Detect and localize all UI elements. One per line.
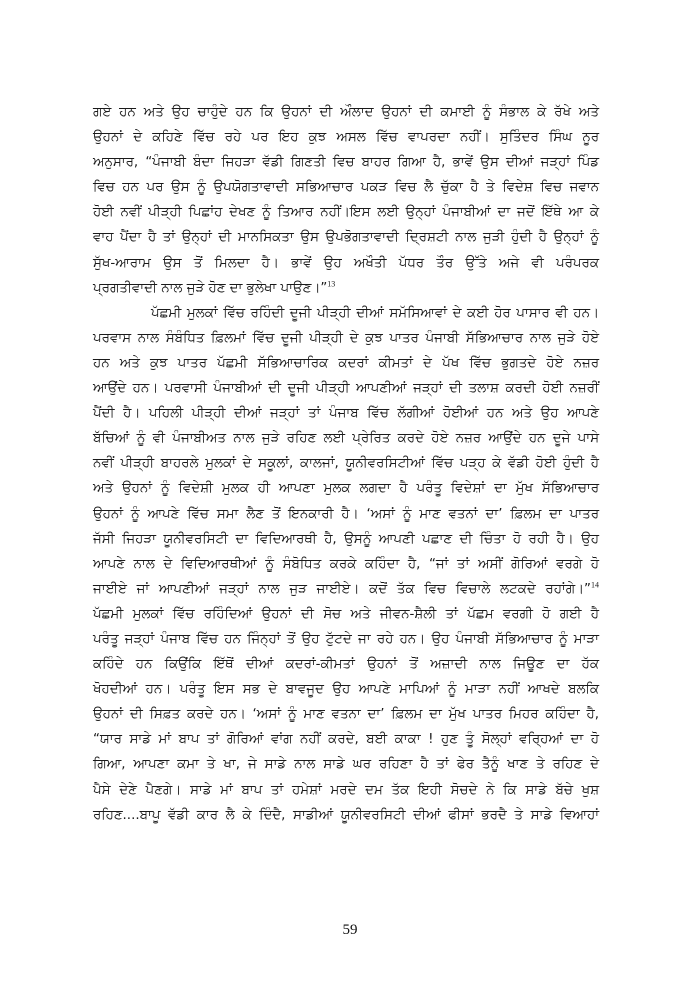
text-line: ਕਹਿੰਦੇ ਹਨ ਕਿਉਂਕਿ ਇੱਥੋਂ ਦੀਆਂ ਕਦਰਾਂ-ਕੀਮਤਾਂ ਉਹਨਾਂ ਤੋਂ ਅਜ਼ਾਦੀ ਨਾਲ ਜਿਊਣ ਦਾ ਹੱਕ	[93, 657, 599, 673]
text-line: ਗਿਆ, ਆਪਣਾ ਕਮਾ ਤੇ ਖਾ, ਜੇ ਸਾਡੇ ਨਾਲ ਸਾਡੇ ਘਰ ਰਹਿਣਾ ਹੈ ਤਾਂ ਫੇਰ ਤੈਨੂੰ ਖਾਣ ਤੇ ਰਹਿਣ ਦੇ	[93, 757, 599, 773]
text-line-with-footnote	[93, 577, 599, 602]
text-line: ਆਪਣੇ ਨਾਲ ਦੇ ਵਿਦਿਆਰਥੀਆਂ ਨੂੰ ਸੰਬੋਧਿਤ ਕਰਕੇ ਕਹਿੰਦਾ ਹੈ, “ਜਾਂ ਤਾਂ ਅਸੀਂ ਗੋਰਿਆਂ ਵਰਗੇ ਹੋ	[93, 556, 599, 572]
text-line: ਉਹਨਾਂ ਦੀ ਸਿਫ਼ਤ ਕਰਦੇ ਹਨ। ‘ਅਸਾਂ ਨੂੰ ਮਾਣ ਵਤਨਾ ਦਾ’ ਫ਼ਿਲਮ ਦਾ ਮੁੱਖ ਪਾਤਰ ਮਿਹਰ ਕਹਿੰਦਾ ਹੈ,	[93, 707, 599, 723]
text-line: ਅਨੁਸਾਰ, “ਪੰਜਾਬੀ ਬੰਦਾ ਜਿਹੜਾ ਵੱਡੀ ਗਿਣਤੀ ਵਿਚ ਬਾਹਰ ਗਿਆ ਹੈ, ਭਾਵੇਂ ਉਸ ਦੀਆਂ ਜੜ੍ਹਾਂ ਪਿੰਡ	[93, 155, 599, 171]
footnote-ref: 14	[591, 580, 599, 590]
text-line: ਪਰਵਾਸ ਨਾਲ ਸੰਬੰਧਿਤ ਫ਼ਿਲਮਾਂ ਵਿੱਚ ਦੂਜੀ ਪੀੜ੍ਹੀ ਦੇ ਕੁਝ ਪਾਤਰ ਪੰਜਾਬੀ ਸੱਭਿਆਚਾਰ ਨਾਲ ਜੁੜੇ ਹੋਏ	[93, 330, 599, 346]
text-line: ਨਵੀਂ ਪੀੜ੍ਹੀ ਬਾਹਰਲੇ ਮੁਲਕਾਂ ਦੇ ਸਕੂਲਾਂ, ਕਾਲਜਾਂ, ਯੂਨੀਵਰਸਿਟੀਆਂ ਵਿੱਚ ਪੜ੍ਹ ਕੇ ਵੱਡੀ ਹੋਈ ਹੁੰਦੀ ਹੈ	[93, 456, 599, 472]
text-line: ਹੋਈ ਨਵੀਂ ਪੀੜ੍ਹੀ ਪਿਛਾਂਹ ਦੇਖਣ ਨੂੰ ਤਿਆਰ ਨਹੀਂ।ਇਸ ਲਈ ਉਨ੍ਹਾਂ ਪੰਜਾਬੀਆਂ ਦਾ ਜਦੋਂ ਇੱਥੇ ਆ ਕੇ	[93, 205, 599, 221]
text-line: ਰਹਿਣ....ਬਾਪੂ ਵੱਡੀ ਕਾਰ ਲੈ ਕੇ ਦਿੰਦੈ, ਸਾਡੀਆਂ ਯੂਨੀਵਰਸਿਟੀ ਦੀਆਂ ਫੀਸਾਂ ਭਰਦੈ ਤੇ ਸਾਡੇ ਵਿਆਹਾਂ	[93, 807, 599, 823]
text-line: ਪਰੰਤੂ ਜੜ੍ਹਾਂ ਪੰਜਾਬ ਵਿੱਚ ਹਨ ਜਿੰਨ੍ਹਾਂ ਤੋਂ ਉਹ ਟੁੱਟਦੇ ਜਾ ਰਹੇ ਹਨ। ਉਹ ਪੰਜਾਬੀ ਸੱਭਿਆਚਾਰ ਨੂੰ ਮਾੜਾ	[93, 631, 599, 647]
text-line-content: ਪ੍ਰਗਤੀਵਾਦੀ ਨਾਲ ਜੁੜੇ ਹੋਣ ਦਾ ਭੁਲੇਖਾ ਪਾਉਣ।”	[93, 280, 328, 296]
footnote-ref: 13	[327, 279, 336, 289]
text-line-with-footnote	[93, 276, 599, 301]
text-line: ਵਿਚ ਹਨ ਪਰ ਉਸ ਨੂੰ ਉਪਯੋਗਤਾਵਾਦੀ ਸਭਿਆਚਾਰ ਪਕੜ ਵਿਚ ਲੈ ਚੁੱਕਾ ਹੈ ਤੇ ਵਿਦੇਸ਼ ਵਿਚ ਜਵਾਨ	[93, 180, 599, 196]
text-line: ਆਉਂਦੇ ਹਨ। ਪਰਵਾਸੀ ਪੰਜਾਬੀਆਂ ਦੀ ਦੂਜੀ ਪੀੜ੍ਹੀ ਆਪਣੀਆਂ ਜੜ੍ਹਾਂ ਦੀ ਤਲਾਸ਼ ਕਰਦੀ ਹੋਈ ਨਜ਼ਰੀਂ	[93, 381, 599, 397]
text-line: ਸੁੱਖ-ਆਰਾਮ ਉਸ ਤੋਂ ਮਿਲਦਾ ਹੈ। ਭਾਵੇਂ ਉਹ ਅਖੌਤੀ ਪੱਧਰ ਤੌਰ ਉੱਤੇ ਅਜੇ ਵੀ ਪਰੰਪਰਕ	[93, 255, 599, 271]
text-line: ਪੈਸੇ ਦੇਣੇ ਪੈਣਗੇ। ਸਾਡੇ ਮਾਂ ਬਾਪ ਤਾਂ ਹਮੇਸ਼ਾਂ ਮਰਦੇ ਦਮ ਤੱਕ ਇਹੀ ਸੋਚਦੇ ਨੇ ਕਿ ਸਾਡੇ ਬੱਚੇ ਖੁਸ਼	[93, 782, 599, 798]
text-line: ਬੱਚਿਆਂ ਨੂੰ ਵੀ ਪੰਜਾਬੀਅਤ ਨਾਲ ਜੁੜੇ ਰਹਿਣ ਲਈ ਪ੍ਰੇਰਿਤ ਕਰਦੇ ਹੋਏ ਨਜ਼ਰ ਆਉਂਦੇ ਹਨ ਦੂਜੇ ਪਾਸੇ	[93, 431, 599, 447]
text-line-content: ਜਾਈਏ ਜਾਂ ਆਪਣੀਆਂ ਜੜ੍ਹਾਂ ਨਾਲ ਜੁੜ ਜਾਈਏ। ਕਦੋਂ ਤੱਕ ਵਿਚ ਵਿਚਾਲੇ ਲਟਕਦੇ ਰਹਾਂਗੇ।”	[93, 581, 591, 597]
text-line: ਜੱਸੀ ਜਿਹੜਾ ਯੂਨੀਵਰਸਿਟੀ ਦਾ ਵਿਦਿਆਰਥੀ ਹੈ, ਉਸਨੂੰ ਆਪਣੀ ਪਛਾਣ ਦੀ ਚਿੰਤਾ ਹੋ ਰਹੀ ਹੈ। ਉਹ	[93, 531, 599, 547]
text-line: ਪੱਛਮੀ ਮੁਲਕਾਂ ਵਿੱਚ ਰਹਿੰਦਿਆਂ ਉਹਨਾਂ ਦੀ ਸੋਚ ਅਤੇ ਜੀਵਨ-ਸ਼ੈਲੀ ਤਾਂ ਪੱਛਮ ਵਰਗੀ ਹੋ ਗਈ ਹੈ	[93, 606, 599, 622]
text-line: ਹਨ ਅਤੇ ਕੁਝ ਪਾਤਰ ਪੱਛਮੀ ਸੱਭਿਆਚਾਰਿਕ ਕਦਰਾਂ ਕੀਮਤਾਂ ਦੇ ਪੱਖ ਵਿੱਚ ਭੁਗਤਦੇ ਹੋਏ ਨਜ਼ਰ	[93, 355, 599, 371]
paragraph-start-line: ਪੱਛਮੀ ਮੁਲਕਾਂ ਵਿੱਚ ਰਹਿੰਦੀ ਦੂਜੀ ਪੀੜ੍ਹੀ ਦੀਆਂ ਸਮੱਸਿਆਵਾਂ ਦੇ ਕਈ ਹੋਰ ਪਾਸਾਰ ਵੀ ਹਨ।	[151, 305, 599, 321]
page-number: 59	[342, 922, 358, 938]
text-line: ਖੋਹਦੀਆਂ ਹਨ। ਪਰੰਤੂ ਇਸ ਸਭ ਦੇ ਬਾਵਜੂਦ ਉਹ ਆਪਣੇ ਮਾਪਿਆਂ ਨੂੰ ਮਾੜਾ ਨਹੀਂ ਆਖਦੇ ਬਲਕਿ	[93, 682, 599, 698]
text-line: “ਯਾਰ ਸਾਡੇ ਮਾਂ ਬਾਪ ਤਾਂ ਗੋਰਿਆਂ ਵਾਂਗ ਨਹੀਂ ਕਰਦੇ, ਬਈ ਕਾਕਾ ! ਹੁਣ ਤੂੰ ਸੋਲ੍ਹਾਂ ਵਰ੍ਹਿਆਂ ਦਾ ਹੋ	[93, 732, 599, 748]
text-line: ਉਹਨਾਂ ਦੇ ਕਹਿਣੇ ਵਿੱਚ ਰਹੇ ਪਰ ਇਹ ਕੁਝ ਅਸਲ ਵਿੱਚ ਵਾਪਰਦਾ ਨਹੀਂ। ਸੁਤਿੰਦਰ ਸਿੰਘ ਨੂਰ	[93, 130, 599, 146]
text-line: ਗਏ ਹਨ ਅਤੇ ਉਹ ਚਾਹੁੰਦੇ ਹਨ ਕਿ ਉਹਨਾਂ ਦੀ ਔਲਾਦ ਉਹਨਾਂ ਦੀ ਕਮਾਈ ਨੂੰ ਸੰਭਾਲ ਕੇ ਰੱਖੇ ਅਤੇ	[93, 105, 599, 120]
text-line: ਪੈਂਦੀ ਹੈ। ਪਹਿਲੀ ਪੀੜ੍ਹੀ ਦੀਆਂ ਜੜ੍ਹਾਂ ਤਾਂ ਪੰਜਾਬ ਵਿੱਚ ਲੱਗੀਆਂ ਹੋਈਆਂ ਹਨ ਅਤੇ ਉਹ ਆਪਣੇ	[93, 406, 599, 422]
text-line: ਅਤੇ ਉਹਨਾਂ ਨੂੰ ਵਿਦੇਸ਼ੀ ਮੁਲਕ ਹੀ ਆਪਣਾ ਮੁਲਕ ਲਗਦਾ ਹੈ ਪਰੰਤੂ ਵਿਦੇਸ਼ਾਂ ਦਾ ਮੁੱਖ ਸੱਭਿਆਚਾਰ	[93, 481, 599, 497]
text-line: ਉਹਨਾਂ ਨੂੰ ਆਪਣੇ ਵਿੱਚ ਸਮਾ ਲੈਣ ਤੋਂ ਇਨਕਾਰੀ ਹੈ। ‘ਅਸਾਂ ਨੂੰ ਮਾਣ ਵਤਨਾਂ ਦਾ’ ਫ਼ਿਲਮ ਦਾ ਪਾਤਰ	[93, 506, 599, 522]
document-body	[93, 100, 599, 828]
text-line: ਵਾਹ ਪੈਂਦਾ ਹੈ ਤਾਂ ਉਨ੍ਹਾਂ ਦੀ ਮਾਨਸਿਕਤਾ ਉਸ ਉਪਭੋਗਤਾਵਾਦੀ ਦ੍ਰਿਸ਼ਟੀ ਨਾਲ ਜੁੜੀ ਹੁੰਦੀ ਹੈ ਉਨ੍ਹਾਂ ਨੂੰ	[93, 230, 599, 246]
